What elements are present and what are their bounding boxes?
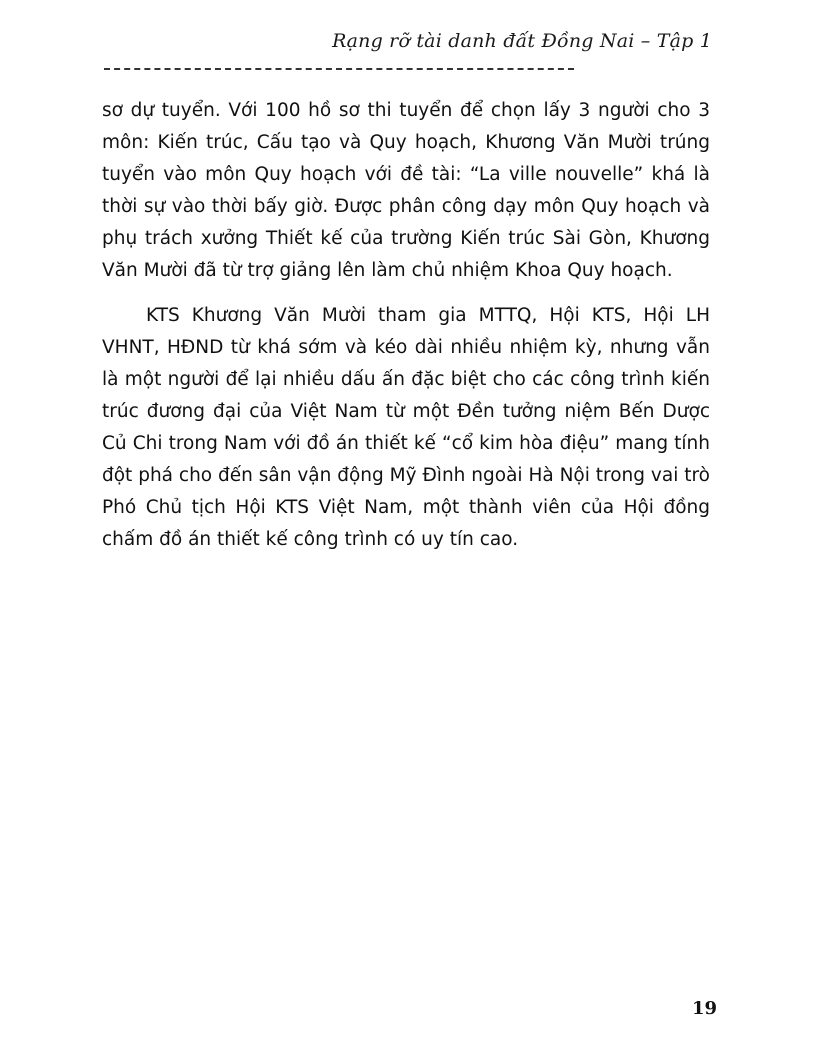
- page-number: 19: [691, 998, 717, 1019]
- paragraph-2: KTS Khương Văn Mười tham gia MTTQ, Hội KTS, Hội LH VHNT, HĐND từ khá sớm và kéo dài nhiều nhiệm kỳ, nhưng vẫn là một người để lại nhiều dấu ấn đặc biệt cho các công trình kiến trúc đương đại của Việt Nam từ một Đền tưởng niệm Bến Dược Củ Chi trong Nam với đồ án thiết kế “cổ kim hòa điệu” mang tính đột phá cho đến sân vận động Mỹ Đình ngoài Hà Nội trong vai trò Phó Chủ tịch Hội KTS Việt Nam, một thành viên của Hội đồng chấm đồ án thiết kế công trình có uy tín cao.: [102, 305, 710, 550]
- body-text: [102, 95, 710, 556]
- header-divider: [104, 68, 574, 70]
- running-header-title: Rạng rỡ tài danh đất Đồng Nai – Tập 1: [332, 30, 712, 52]
- paragraph-1: sơ dự tuyển. Với 100 hồ sơ thi tuyển để chọn lấy 3 người cho 3 môn: Kiến trúc, Cấu tạo và Quy hoạch, Khương Văn Mười trúng tuyển vào môn Quy hoạch với đề tài: “La ville nouvelle” khá là thời sự vào thời bấy giờ. Được phân công dạy môn Quy hoạch và phụ trách xưởng Thiết kế của trường Kiến trúc Sài Gòn, Khương Văn Mười đã từ trợ giảng lên làm chủ nhiệm Khoa Quy hoạch.: [102, 100, 710, 281]
